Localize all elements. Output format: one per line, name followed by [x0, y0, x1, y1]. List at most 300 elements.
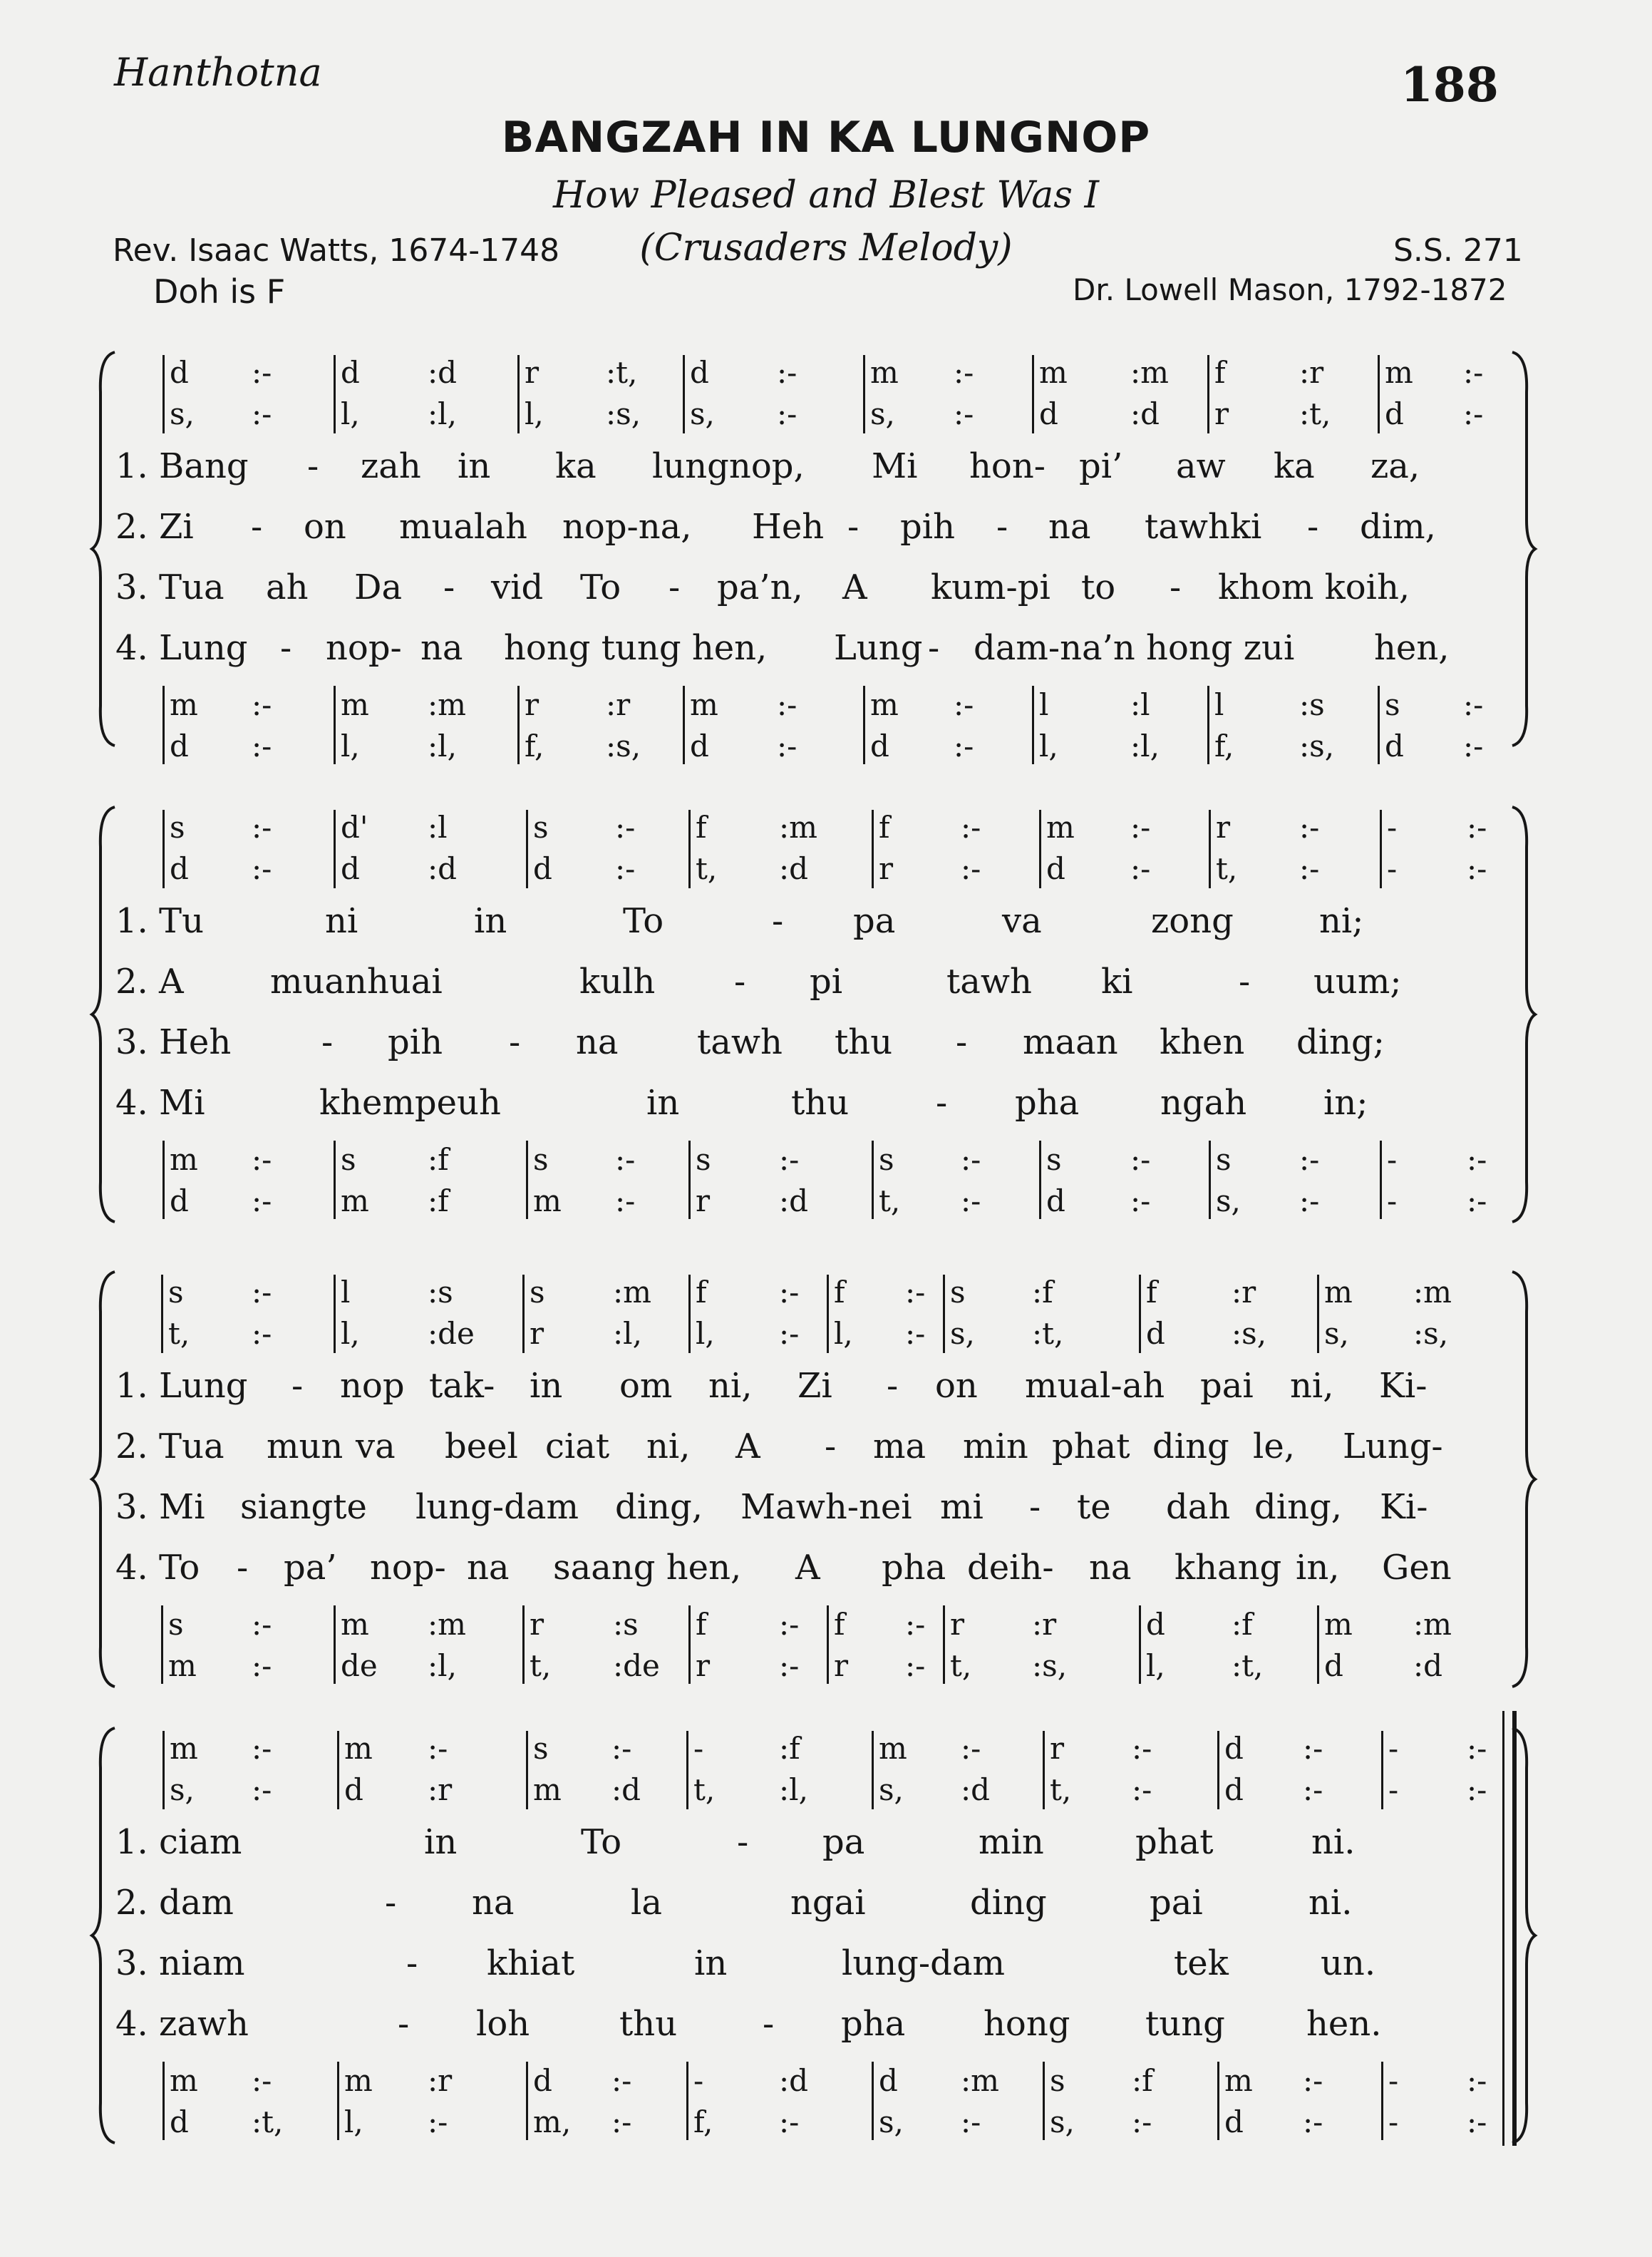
note: m — [1046, 810, 1075, 845]
lyric-syllable: ni, — [708, 1366, 753, 1406]
music-system — [0, 804, 1652, 1225]
note: :r — [1032, 1607, 1057, 1642]
lyric-syllable: muanhuai — [270, 962, 443, 1002]
bar-line — [1378, 686, 1380, 764]
note: t, — [950, 1648, 972, 1683]
lyric-syllable: - — [772, 901, 784, 941]
note: :- — [1467, 1142, 1487, 1177]
note: :r — [428, 1772, 453, 1807]
note: d — [1385, 396, 1404, 431]
lyric-syllable: mual-ah — [1025, 1366, 1165, 1406]
note: :- — [779, 1275, 800, 1310]
lyric-syllable: 4. zawh — [115, 2004, 249, 2044]
lyric-syllable: - — [734, 962, 746, 1002]
note: m — [1039, 355, 1068, 390]
note: :d — [428, 851, 458, 886]
note: f — [1146, 1275, 1157, 1310]
lyric-syllable: Heh — [752, 507, 825, 547]
note: :- — [1463, 355, 1484, 390]
lyric-syllable: thu — [791, 1083, 850, 1123]
note: :s — [1299, 687, 1325, 722]
note: m — [879, 1731, 907, 1766]
lyric-syllable: tawh — [697, 1022, 783, 1062]
bar-line — [1207, 355, 1209, 433]
note: :- — [1303, 1772, 1323, 1807]
lyric-syllable: A — [795, 1548, 820, 1588]
lyric-syllable: phat — [1052, 1426, 1130, 1466]
bar-line — [1381, 2062, 1383, 2140]
book-title: Hanthotna — [114, 50, 322, 95]
bar-line — [688, 1605, 691, 1684]
lyric-syllable: - — [307, 446, 319, 486]
note: d — [690, 355, 709, 390]
lyric-syllable: pa — [853, 901, 896, 941]
note: d — [341, 851, 360, 886]
note: :- — [252, 729, 272, 764]
bar-line — [1317, 1275, 1319, 1353]
note: l — [1214, 687, 1224, 722]
note: d — [1146, 1316, 1165, 1351]
lyric-syllable: pih — [388, 1022, 443, 1062]
note: f — [1214, 355, 1226, 390]
bar-line — [1039, 1141, 1041, 1219]
note: de — [341, 1648, 378, 1683]
note: - — [693, 1731, 704, 1766]
lyric-syllable: hon- — [969, 446, 1046, 486]
lyric-syllable: ngai — [790, 1883, 866, 1923]
note: s — [533, 1142, 549, 1177]
bar-line — [1039, 810, 1041, 888]
note: :t, — [1299, 396, 1331, 431]
note: :- — [1463, 687, 1484, 722]
lyric-syllable: 4. To — [115, 1548, 200, 1588]
bar-line — [337, 1731, 339, 1809]
left-brace — [89, 1725, 118, 2146]
lyric-syllable: 1. Lung — [115, 1366, 248, 1406]
note: - — [1388, 1731, 1399, 1766]
note: t, — [530, 1648, 552, 1683]
note: l, — [696, 1316, 715, 1351]
note: d — [533, 2063, 552, 2098]
lyric-syllable: khiat — [487, 1943, 575, 1983]
lyric-syllable: to — [1081, 567, 1116, 607]
note: :f — [779, 1731, 800, 1766]
lyric-syllable: ni, — [646, 1426, 691, 1466]
bar-line — [683, 355, 685, 433]
note: :de — [428, 1316, 475, 1351]
lyric-syllable: 3. Mi — [115, 1487, 205, 1527]
note: d — [170, 2104, 189, 2139]
bar-line — [526, 2062, 528, 2140]
note: f, — [525, 729, 544, 764]
bar-line — [522, 1605, 525, 1684]
lyric-syllable: va — [356, 1426, 396, 1466]
note: m — [1324, 1275, 1353, 1310]
lyric-syllable: thu — [619, 2004, 678, 2044]
bar-line — [1043, 1731, 1045, 1809]
note: d — [170, 355, 189, 390]
note: d — [170, 851, 189, 886]
note: :m — [1413, 1607, 1452, 1642]
note: s, — [870, 396, 895, 431]
bar-line — [1139, 1275, 1141, 1353]
lyric-syllable: ni, — [1290, 1366, 1334, 1406]
left-brace — [89, 349, 118, 749]
note: d — [533, 851, 552, 886]
lyric-syllable: - — [509, 1022, 521, 1062]
bar-line — [1207, 686, 1209, 764]
lyric-syllable: ki — [1101, 962, 1133, 1002]
bar-line — [334, 686, 336, 764]
note: r — [879, 851, 894, 886]
bar-line — [1378, 355, 1380, 433]
note: :- — [954, 355, 974, 390]
right-brace — [1509, 349, 1538, 749]
note: :- — [252, 1142, 272, 1177]
note: m — [870, 355, 899, 390]
lyric-syllable: pa — [822, 1822, 865, 1862]
lyric-syllable: mun — [267, 1426, 344, 1466]
lyric-syllable: pih — [900, 507, 955, 547]
lyric-syllable: mi — [940, 1487, 984, 1527]
note: d — [1224, 1772, 1244, 1807]
lyric-syllable: Ki- — [1380, 1487, 1428, 1527]
lyric-syllable: tak- — [429, 1366, 495, 1406]
note: l, — [1146, 1648, 1165, 1683]
lyric-syllable: Gen — [1382, 1548, 1452, 1588]
note: s, — [1216, 1183, 1241, 1218]
lyric-syllable: ngah — [1160, 1083, 1247, 1123]
note: d — [170, 1183, 189, 1218]
note: :- — [954, 729, 974, 764]
lyric-syllable: pi — [810, 962, 843, 1002]
lyric-syllable: - — [1170, 567, 1182, 607]
note: l, — [341, 729, 360, 764]
note: :- — [779, 1607, 800, 1642]
right-brace — [1509, 804, 1538, 1225]
key-signature: Doh is F — [153, 272, 286, 311]
note: :t, — [1232, 1648, 1264, 1683]
lyric-syllable: ding, — [1254, 1487, 1342, 1527]
note: s — [879, 1142, 894, 1177]
note: t, — [1050, 1772, 1072, 1807]
note: :d — [779, 2063, 809, 2098]
note: s — [168, 1607, 184, 1642]
bar-line — [162, 1731, 165, 1809]
note: t, — [168, 1316, 190, 1351]
lyric-syllable: ah — [266, 567, 309, 607]
final-bar-line — [1512, 1711, 1517, 2146]
bar-line — [688, 1275, 691, 1353]
lyric-syllable: la — [631, 1883, 662, 1923]
lyric-syllable: thu — [835, 1022, 893, 1062]
note: f — [696, 810, 707, 845]
bar-line — [162, 355, 165, 433]
note: m — [1324, 1607, 1353, 1642]
note: t, — [693, 1772, 716, 1807]
note: :l, — [428, 1648, 457, 1683]
note: :- — [252, 687, 272, 722]
lyric-syllable: - — [956, 1022, 968, 1062]
note: m — [170, 687, 198, 722]
bar-line — [1217, 1731, 1219, 1809]
note: l — [1039, 687, 1049, 722]
lyric-syllable: dah — [1166, 1487, 1231, 1527]
note: m — [344, 2063, 373, 2098]
note: :- — [428, 1731, 448, 1766]
note: s, — [1324, 1316, 1349, 1351]
note: s — [1216, 1142, 1232, 1177]
note: :f — [428, 1183, 449, 1218]
note: d — [1146, 1607, 1165, 1642]
lyric-syllable: tung — [1145, 2004, 1225, 2044]
note: :- — [252, 1275, 272, 1310]
note: d — [1385, 729, 1404, 764]
lyric-syllable: za, — [1370, 446, 1420, 486]
author: Rev. Isaac Watts, 1674-1748 — [113, 232, 560, 269]
note: d — [1324, 1648, 1343, 1683]
lyric-syllable: Mi — [872, 446, 918, 486]
bar-line — [526, 810, 528, 888]
note: :s, — [1032, 1648, 1068, 1683]
note: m, — [533, 2104, 572, 2139]
note: s — [1050, 2063, 1065, 2098]
note: :- — [1467, 1731, 1487, 1766]
note: :- — [954, 687, 974, 722]
lyric-syllable: in — [646, 1083, 680, 1123]
note: :- — [1467, 1183, 1487, 1218]
note: - — [1387, 810, 1398, 845]
note: :- — [611, 2104, 632, 2139]
bar-line — [162, 810, 165, 888]
note: :m — [428, 1607, 466, 1642]
note: :m — [1130, 355, 1169, 390]
lyric-syllable: uum; — [1313, 962, 1402, 1002]
note: t, — [879, 1183, 901, 1218]
hymn-title: BANGZAH IN KA LUNGNOP — [501, 113, 1151, 163]
note: :d — [779, 1183, 809, 1218]
lyric-syllable: hong tung hen, — [504, 628, 768, 668]
note: s — [170, 810, 185, 845]
note: f — [834, 1607, 845, 1642]
note: t, — [696, 851, 718, 886]
lyric-syllable: - — [385, 1883, 397, 1923]
note: m — [168, 1648, 197, 1683]
note: :r — [1299, 355, 1324, 390]
note: r — [696, 1183, 711, 1218]
lyric-syllable: zah — [361, 446, 421, 486]
lyric-syllable: lung-dam — [415, 1487, 579, 1527]
lyric-syllable: phat — [1135, 1822, 1214, 1862]
note: :- — [961, 1731, 981, 1766]
lyric-syllable: - — [443, 567, 455, 607]
lyric-syllable: na — [467, 1548, 510, 1588]
note: m — [533, 1772, 562, 1807]
note: :- — [1299, 810, 1320, 845]
note: :- — [961, 810, 981, 845]
lyric-syllable: un. — [1321, 1943, 1376, 1983]
note: :- — [252, 1183, 272, 1218]
bar-line — [334, 810, 336, 888]
note: :s — [613, 1607, 639, 1642]
note: l, — [1039, 729, 1058, 764]
lyric-syllable: pai — [1150, 1883, 1203, 1923]
lyric-syllable: na — [1089, 1548, 1132, 1588]
lyric-syllable: va — [1002, 901, 1042, 941]
note: :- — [779, 1142, 800, 1177]
note: r — [696, 1648, 711, 1683]
lyric-syllable: aw — [1176, 446, 1226, 486]
lyric-syllable: le, — [1253, 1426, 1296, 1466]
note: s — [168, 1275, 184, 1310]
bar-line — [827, 1275, 829, 1353]
bar-line — [943, 1275, 945, 1353]
lyric-syllable: - — [398, 2004, 410, 2044]
lyric-syllable: na — [420, 628, 463, 668]
note: s — [533, 1731, 549, 1766]
bar-line — [162, 686, 165, 764]
note: f — [834, 1275, 845, 1310]
note: r — [1050, 1731, 1065, 1766]
note: :- — [1467, 810, 1487, 845]
note: :t, — [1032, 1316, 1064, 1351]
note: :l, — [428, 729, 457, 764]
lyric-syllable: ni; — [1319, 901, 1364, 941]
lyric-syllable: ding — [970, 1883, 1047, 1923]
note: r — [530, 1316, 544, 1351]
note: - — [1387, 1183, 1398, 1218]
note: :d — [611, 1772, 641, 1807]
note: :l, — [613, 1316, 642, 1351]
bar-line — [872, 810, 874, 888]
note: :m — [779, 810, 817, 845]
note: s, — [879, 1772, 904, 1807]
note: :- — [611, 2063, 632, 2098]
note: :- — [1299, 1142, 1320, 1177]
note: :- — [1303, 2104, 1323, 2139]
note: :- — [905, 1607, 926, 1642]
note: :- — [777, 396, 797, 431]
note: :d — [1130, 396, 1160, 431]
lyric-syllable: lungnop, — [652, 446, 805, 486]
lyric-syllable: - — [928, 628, 940, 668]
note: :- — [1132, 1772, 1152, 1807]
lyric-syllable: ding — [1152, 1426, 1229, 1466]
note: :- — [1467, 1772, 1487, 1807]
lyric-syllable: min — [963, 1426, 1028, 1466]
note: :s — [428, 1275, 453, 1310]
note: :d — [1413, 1648, 1443, 1683]
lyric-syllable: nop- — [370, 1548, 446, 1588]
right-brace — [1509, 1269, 1538, 1690]
note: :- — [777, 355, 797, 390]
note: :m — [961, 2063, 999, 2098]
bar-line — [334, 1605, 336, 1684]
bar-line — [1217, 2062, 1219, 2140]
note: :- — [1299, 851, 1320, 886]
note: :- — [1130, 810, 1151, 845]
note: m — [341, 1183, 369, 1218]
note: f — [879, 810, 890, 845]
note: :- — [1467, 2063, 1487, 2098]
note: :- — [961, 1183, 981, 1218]
note: d — [870, 729, 889, 764]
bar-line — [526, 1141, 528, 1219]
music-system — [0, 1725, 1652, 2146]
lyric-syllable: khempeuh — [319, 1083, 501, 1123]
lyric-syllable: mualah — [399, 507, 527, 547]
lyric-syllable: 2. dam — [115, 1883, 234, 1923]
note: f, — [693, 2104, 713, 2139]
note: :- — [1132, 1731, 1152, 1766]
lyric-syllable: nop- — [326, 628, 402, 668]
note: :- — [777, 687, 797, 722]
lyric-syllable: in — [424, 1822, 458, 1862]
note: s — [530, 1275, 545, 1310]
bar-line — [1381, 1731, 1383, 1809]
bar-line — [827, 1605, 829, 1684]
bar-line — [1380, 1141, 1382, 1219]
note: m — [341, 1607, 369, 1642]
note: l, — [341, 396, 360, 431]
note: :m — [428, 687, 466, 722]
note: - — [1388, 2063, 1399, 2098]
left-brace — [89, 804, 118, 1225]
lyric-syllable: in; — [1323, 1083, 1368, 1123]
note: l, — [344, 2104, 363, 2139]
note: l, — [341, 1316, 360, 1351]
note: l, — [525, 396, 544, 431]
note: s, — [879, 2104, 904, 2139]
lyric-syllable: in — [458, 446, 491, 486]
note: :- — [1130, 1183, 1151, 1218]
note: :l — [428, 810, 448, 845]
note: :- — [1130, 1142, 1151, 1177]
note: s, — [1050, 2104, 1075, 2139]
note: :m — [613, 1275, 651, 1310]
note: :t, — [252, 2104, 284, 2139]
lyric-syllable: - — [321, 1022, 334, 1062]
note: s — [341, 1142, 356, 1177]
lyric-syllable: ciat — [545, 1426, 610, 1466]
page-number: 188 — [1400, 57, 1499, 113]
note: :d — [779, 851, 809, 886]
lyric-syllable: zong — [1151, 901, 1234, 941]
lyric-syllable: ma — [873, 1426, 926, 1466]
note: d — [1224, 2104, 1244, 2139]
lyric-syllable: Lung- — [1343, 1426, 1443, 1466]
bar-line — [1317, 1605, 1319, 1684]
lyric-syllable: ni. — [1311, 1822, 1356, 1862]
note: :- — [1463, 729, 1484, 764]
note: :t, — [606, 355, 638, 390]
note: - — [1387, 851, 1398, 886]
bar-line — [522, 1275, 525, 1353]
note: :- — [1132, 2104, 1152, 2139]
bar-line — [872, 1731, 874, 1809]
bar-line — [337, 2062, 339, 2140]
english-title: How Pleased and Blest Was I — [552, 174, 1100, 217]
note: :- — [252, 2063, 272, 2098]
note: :l — [1130, 687, 1150, 722]
music-system — [0, 349, 1652, 764]
bar-line — [1032, 686, 1034, 764]
lyric-syllable: om — [619, 1366, 673, 1406]
note: :- — [961, 851, 981, 886]
note: :- — [1303, 2063, 1323, 2098]
note: d — [344, 1772, 363, 1807]
note: d — [1224, 1731, 1244, 1766]
